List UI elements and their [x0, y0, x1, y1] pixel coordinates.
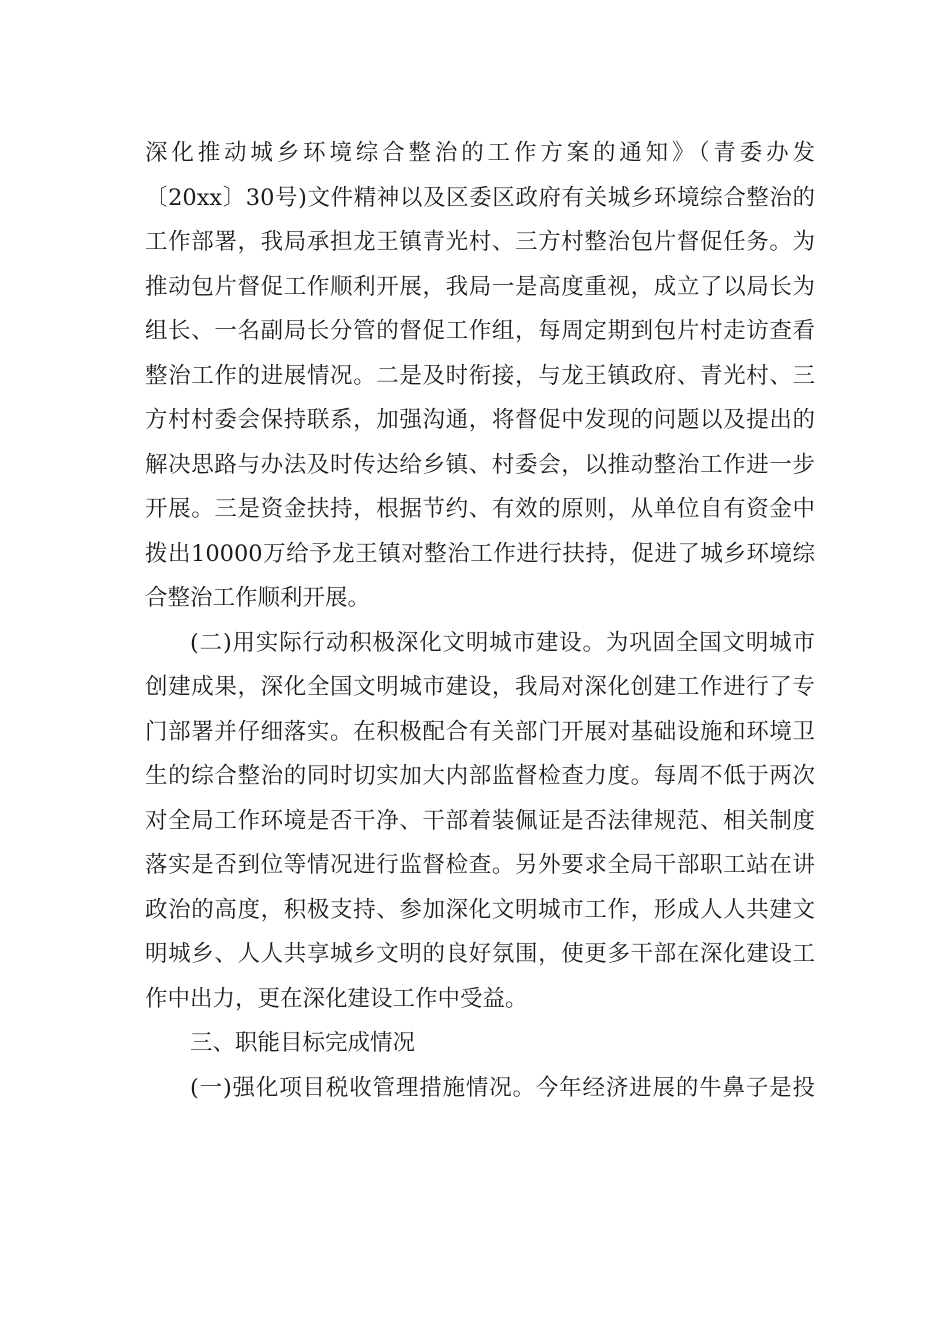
text-line: 合整治工作顺利开展。 [145, 585, 371, 611]
text-line: 整治工作的进展情况。二是及时衔接，与龙王镇政府、青光村、三 [145, 362, 815, 389]
text-line: 解决思路与办法及时传达给乡镇、村委会，以推动整治工作进一步 [145, 451, 815, 478]
text-line: 推动包片督促工作顺利开展，我局一是高度重视，成立了以局长为 [145, 273, 815, 300]
text-line: 生的综合整治的同时切实加大内部监督检查力度。每周不低于两次 [145, 763, 815, 789]
text-line: 〔20xx〕30号)文件精神以及区委区政府有关城乡环境综合整治的 [145, 184, 815, 211]
text-line: 作中出力，更在深化建设工作中受益。 [145, 985, 528, 1012]
text-line: 工作部署，我局承担龙王镇青光村、三方村整治包片督促任务。为 [145, 229, 815, 255]
text-line: 明城乡、人人共享城乡文明的良好氛围，使更多干部在深化建设工 [145, 941, 815, 967]
section-heading: 三、职能目标完成情况 [190, 1030, 416, 1056]
text-line: 政治的高度，积极支持、参加深化文明城市工作，形成人人共建文 [145, 896, 815, 923]
text-line: 组长、一名副局长分管的督促工作组，每周定期到包片村走访查看 [145, 318, 815, 344]
document-body [145, 131, 815, 1110]
text-line: (二)用实际行动积极深化文明城市建设。为巩固全国文明城市 [190, 629, 815, 656]
text-line: 拨出10000万给予龙王镇对整治工作进行扶持，促进了城乡环境综 [145, 540, 815, 567]
text-line: 深化推动城乡环境综合整治的工作方案的通知》（青委办发 [145, 140, 815, 166]
text-line: 门部署并仔细落实。在积极配合有关部门开展对基础设施和环境卫 [145, 718, 815, 745]
text-line: 方村村委会保持联系，加强沟通，将督促中发现的问题以及提出的 [145, 407, 815, 433]
text-line: 对全局工作环境是否干净、干部着装佩证是否法律规范、相关制度 [145, 807, 815, 834]
text-line: (一)强化项目税收管理措施情况。今年经济进展的牛鼻子是投 [190, 1074, 815, 1101]
text-line: 落实是否到位等情况进行监督检查。另外要求全局干部职工站在讲 [145, 852, 815, 878]
text-line: 创建成果，深化全国文明城市建设，我局对深化创建工作进行了专 [145, 674, 815, 700]
text-line: 开展。三是资金扶持，根据节约、有效的原则，从单位自有资金中 [145, 496, 815, 522]
